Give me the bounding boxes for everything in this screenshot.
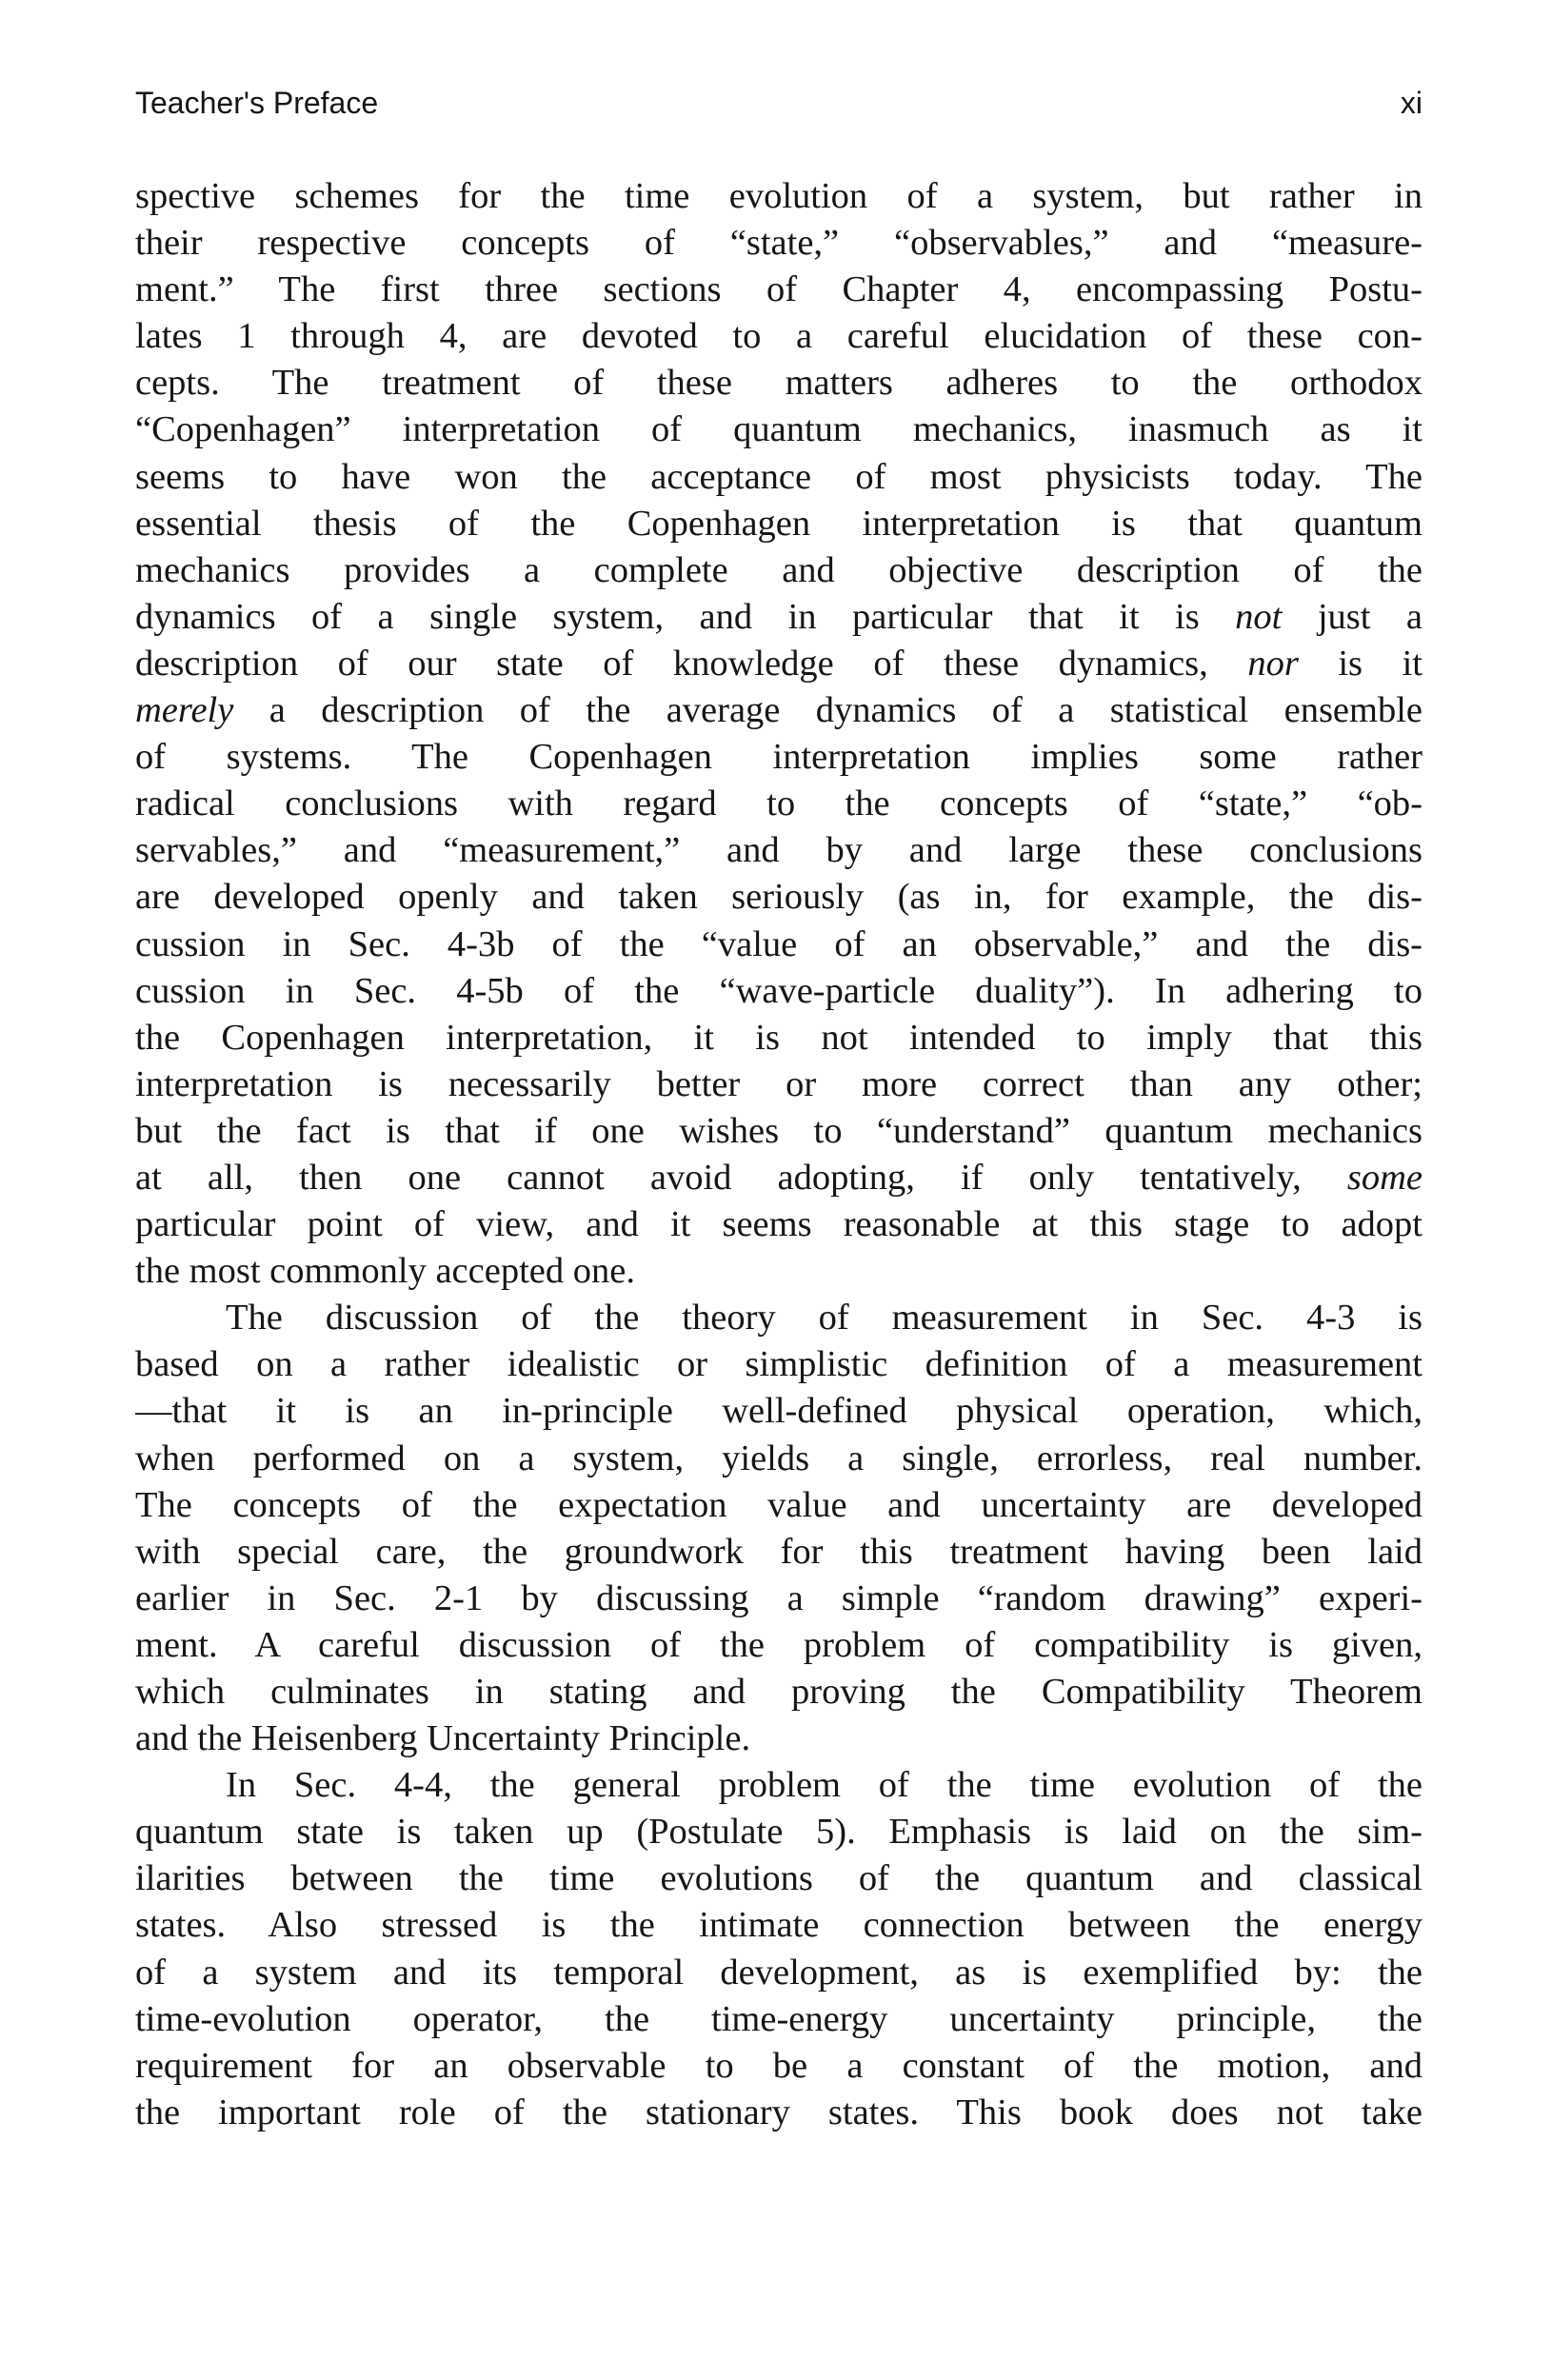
italic-emphasis: not [1235,596,1283,637]
text-line: The concepts of the expectation value and uncertainty are developed [135,1484,1423,1525]
text-line: interpretation is necessarily better or more correct than any other; [135,1063,1423,1104]
text-line: ilarities between the time evolutions of the quantum and classical [135,1858,1423,1899]
text-line: states. Also stressed is the intimate connection between the energy [135,1905,1423,1946]
text-line: are developed openly and taken seriously (as in, for example, the dis- [135,877,1423,918]
text-line: the important role of the stationary states. This book does not take [135,2092,1423,2132]
text-line: of a system and its temporal development, as is exemplified by: the [135,1952,1423,1993]
paragraph-first-line: In Sec. 4-4, the general problem of the time evolution of the [226,1765,1423,1806]
text-line: cepts. The treatment of these matters adheres to the orthodox [135,363,1423,404]
text-line: when performed on a system, yields a single, errorless, real number. [135,1438,1423,1478]
text-line: earlier in Sec. 2-1 by discussing a simple “random drawing” experi- [135,1577,1423,1618]
text-line: radical conclusions with regard to the concepts of “state,” “ob- [135,783,1423,824]
text-run: at all, then one cannot avoid adopting, if only tentatively, [135,1157,1347,1198]
text-run: is it [1298,643,1423,684]
text-line [135,594,1423,641]
text-line [135,687,1423,734]
text-line: which culminates in stating and proving the Compatibility Theorem [135,1672,1423,1712]
text-line: essential thesis of the Copenhagen interpretation is that quantum [135,503,1423,544]
text-line: servables,” and “measurement,” and by and large these conclusions [135,830,1423,871]
italic-emphasis: merely [135,690,234,731]
text-line: lates 1 through 4, are devoted to a careful elucidation of these con- [135,316,1423,357]
text-line: mechanics provides a complete and objective description of the [135,549,1423,590]
text-line: the Copenhagen interpretation, it is not intended to imply that this [135,1017,1423,1058]
text-line: cussion in Sec. 4-5b of the “wave-particle duality”). In adhering to [135,970,1423,1011]
italic-emphasis: nor [1247,643,1299,684]
text-line: particular point of view, and it seems reasonable at this stage to adopt [135,1204,1423,1245]
text-line: spective schemes for the time evolution of a system, but rather in [135,176,1423,216]
page-number: xi [1400,86,1423,120]
text-line: ment.” The first three sections of Chapter 4, encompassing Postu- [135,269,1423,310]
paragraph-last-line: the most commonly accepted one. [135,1251,635,1292]
body-text [135,173,1423,2136]
text-line: based on a rather idealistic or simplistic definition of a measurement [135,1344,1423,1385]
text-line: cussion in Sec. 4-3b of the “value of an observable,” and the dis- [135,923,1423,964]
running-head [135,82,1423,124]
text-line: ment. A careful discussion of the problem of compatibility is given, [135,1624,1423,1665]
text-run: description of our state of knowledge of these dynamics, [135,643,1248,684]
running-head-title: Teacher's Preface [135,86,379,120]
text-line: time-evolution operator, the time-energy uncertainty principle, the [135,1998,1423,2039]
text-line: their respective concepts of “state,” “observables,” and “measure- [135,223,1423,264]
text-line: of systems. The Copenhagen interpretation implies some rather [135,737,1423,778]
text-line: with special care, the groundwork for this treatment having been laid [135,1531,1423,1572]
text-line: “Copenhagen” interpretation of quantum mechanics, inasmuch as it [135,409,1423,450]
text-line [135,641,1423,687]
text-run: dynamics of a single system, and in particular that it is [135,596,1236,637]
text-line: —that it is an in-principle well-defined physical operation, which, [135,1391,1423,1432]
text-line: quantum state is taken up (Postulate 5). Emphasis is laid on the sim- [135,1812,1423,1853]
text-line: seems to have won the acceptance of most physicists today. The [135,456,1423,497]
text-line: but the fact is that if one wishes to “understand” quantum mechanics [135,1110,1423,1151]
text-line [135,1155,1423,1201]
text-run: a description of the average dynamics of a statistical ensemble [233,690,1423,731]
italic-emphasis: some [1346,1157,1423,1198]
text-line: requirement for an observable to be a constant of the motion, and [135,2045,1423,2086]
text-run: just a [1282,596,1423,637]
paragraph-first-line: The discussion of the theory of measurement in Sec. 4-3 is [226,1298,1423,1339]
paragraph-last-line: and the Heisenberg Uncertainty Principle. [135,1718,751,1759]
